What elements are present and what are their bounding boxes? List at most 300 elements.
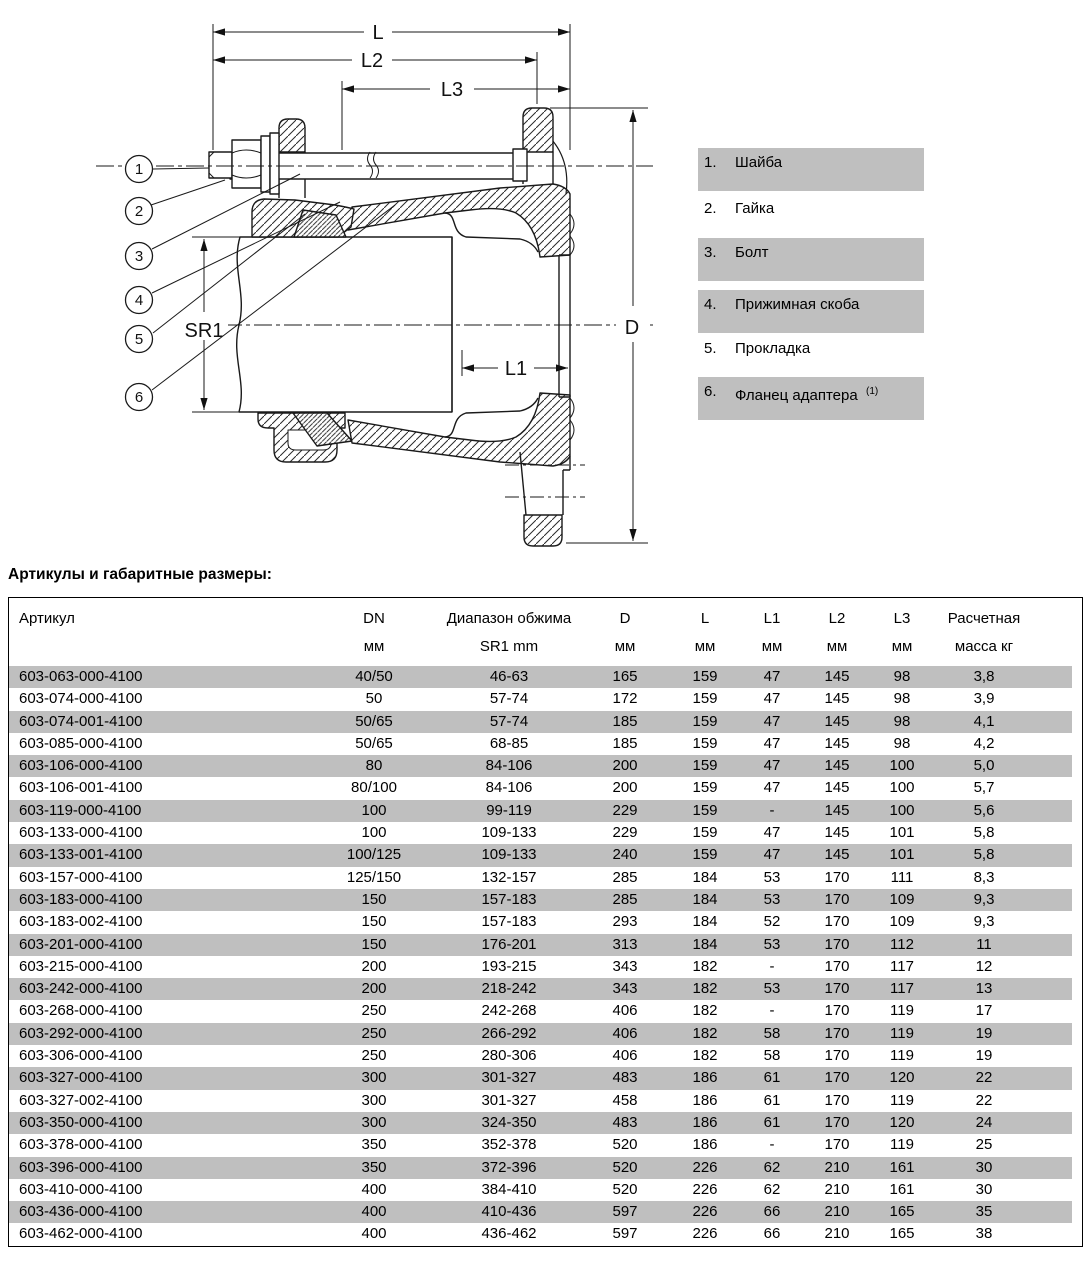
table-row (9, 1112, 1072, 1134)
table-cell: 300 (361, 1091, 387, 1109)
table-cell: 120 (889, 1113, 915, 1131)
hex-nut (232, 140, 261, 188)
table-cell: 25 (975, 1136, 993, 1154)
table-cell: 3,8 (973, 668, 995, 685)
table-cell: мм (614, 638, 636, 655)
table-cell: 400 (361, 1203, 387, 1221)
legend-item-number: 2. (704, 200, 717, 217)
table-cell: 109 (889, 890, 915, 908)
table-cell: 603-378-000-4100 (19, 1136, 143, 1154)
table-row (9, 1023, 1072, 1045)
table-row (9, 800, 1072, 822)
table-cell: 210 (824, 1158, 850, 1176)
table-cell: 186 (692, 1091, 718, 1109)
table-cell: 603-074-001-4100 (19, 712, 143, 730)
table-cell: 145 (824, 734, 850, 752)
callouts (126, 156, 153, 411)
table-cell: 285 (612, 868, 638, 886)
legend-item-washer (698, 148, 924, 191)
table-cell: 80 (365, 757, 383, 775)
table-cell: 597 (612, 1225, 638, 1243)
table-cell: Артикул (19, 610, 75, 627)
table-cell: 301-327 (481, 1091, 537, 1109)
washer (261, 136, 270, 192)
table-cell: 406 (612, 1047, 638, 1065)
table-cell: мм (826, 638, 848, 655)
table-cell: 165 (889, 1225, 915, 1243)
table-cell: D (619, 610, 631, 627)
table-cell: 22 (975, 1069, 993, 1087)
table-cell: 170 (824, 1136, 850, 1154)
table-cell: 145 (824, 712, 850, 730)
callout-5: 5 (134, 331, 144, 348)
table-cell: 226 (692, 1225, 718, 1243)
bolt-end (209, 152, 232, 178)
dim-label-SR1: SR1 (184, 320, 224, 342)
table-cell: 9,3 (973, 890, 995, 908)
table-cell: 119 (890, 1136, 914, 1154)
legend-item-number: 5. (704, 340, 717, 357)
table-cell: 145 (824, 690, 850, 708)
table-cell: 57-74 (489, 690, 529, 708)
table-cell: 603-201-000-4100 (19, 935, 143, 953)
table-cell: 597 (612, 1203, 638, 1221)
table-row (9, 688, 1072, 710)
table-cell: 182 (692, 1002, 718, 1020)
table-cell: 84-106 (485, 779, 533, 797)
table-cell: 165 (889, 1203, 915, 1221)
table-cell: 210 (824, 1225, 850, 1243)
table-cell: 159 (692, 712, 718, 730)
table-cell: 57-74 (489, 712, 529, 730)
table-cell: 313 (612, 935, 638, 953)
table-cell: 62 (763, 1158, 781, 1176)
table-cell: 145 (824, 824, 850, 842)
table-cell: 172 (612, 690, 638, 708)
table-cell: 98 (893, 690, 911, 708)
table-cell: 100 (889, 801, 915, 819)
table-cell: 150 (361, 935, 387, 953)
table-cell: 193-215 (481, 957, 537, 975)
table-cell: 161 (889, 1180, 915, 1198)
legend-item-label: Гайка (735, 200, 775, 217)
table-cell: 603-119-000-4100 (19, 801, 142, 819)
table-row (9, 1090, 1072, 1112)
table-cell: 603-462-000-4100 (19, 1225, 143, 1243)
table-cell: SR1 mm (479, 638, 539, 655)
table-cell: 61 (763, 1069, 781, 1087)
flange-ear-bottom (524, 515, 562, 546)
cross-section-diagram (0, 0, 690, 570)
table-cell: 603-396-000-4100 (19, 1158, 143, 1176)
table-cell: 145 (824, 757, 850, 775)
table-cell: 61 (763, 1091, 781, 1109)
table-cell: 603-306-000-4100 (19, 1047, 143, 1065)
table-cell: 100/125 (346, 846, 402, 864)
dim-label-L: L (372, 22, 384, 44)
table-cell: 159 (692, 779, 718, 797)
table-cell: 40/50 (355, 668, 393, 685)
table-cell: 170 (824, 1069, 850, 1087)
table-cell: 99-119 (486, 801, 532, 819)
legend-item-label: Болт (735, 244, 769, 261)
table-row (9, 733, 1072, 755)
table-cell: 98 (893, 734, 911, 752)
table-cell: мм (761, 638, 783, 655)
table-cell: 52 (763, 913, 781, 931)
table-cell: 280-306 (481, 1047, 537, 1065)
table-cell: 150 (361, 890, 387, 908)
table-cell: 603-292-000-4100 (19, 1024, 143, 1042)
callout-3: 3 (134, 248, 144, 265)
table-cell: 229 (612, 824, 638, 842)
table-cell: 520 (612, 1180, 638, 1198)
callout-2: 2 (134, 203, 144, 220)
table-cell: 17 (975, 1002, 993, 1020)
flange-adapter-drawing (0, 0, 690, 570)
table-cell: 210 (824, 1180, 850, 1198)
table-cell: 157-183 (481, 913, 537, 931)
table-cell: 159 (692, 690, 718, 708)
table-cell: 47 (763, 690, 781, 708)
table-cell: 84-106 (485, 757, 533, 775)
table-cell: 458 (612, 1091, 638, 1109)
table-cell: 603-106-001-4100 (19, 779, 143, 797)
table-cell: 170 (824, 980, 850, 998)
table-cell: 109 (889, 913, 915, 931)
table-cell: 343 (612, 957, 638, 975)
table-cell: 170 (824, 868, 850, 886)
table-cell: 30 (975, 1158, 993, 1176)
table-cell: 112 (890, 935, 914, 953)
legend-item-number: 6. (704, 383, 717, 400)
table-cell: мм (363, 638, 385, 655)
table-cell: 101 (889, 846, 915, 864)
table-cell: 117 (890, 980, 914, 998)
table-cell: 100 (889, 757, 915, 775)
table-cell: 186 (692, 1136, 718, 1154)
table-cell: 159 (692, 801, 718, 819)
legend-footnote-marker: (1) (866, 386, 879, 397)
table-cell: 200 (361, 980, 387, 998)
table-cell: 117 (890, 957, 914, 975)
table-cell: 200 (612, 779, 638, 797)
table-cell: 159 (692, 734, 718, 752)
table-cell: 22 (975, 1091, 993, 1109)
table-cell: 603-085-000-4100 (19, 734, 143, 752)
table-cell: 603-350-000-4100 (19, 1113, 143, 1131)
table-row (9, 911, 1072, 933)
table-row (9, 1157, 1072, 1179)
table-cell: 170 (824, 935, 850, 953)
table-cell: 53 (763, 935, 781, 953)
table-cell: 603-268-000-4100 (19, 1002, 143, 1020)
table-cell: 186 (692, 1113, 718, 1131)
table-title: Артикулы и габаритные размеры: (8, 566, 272, 583)
table-cell: мм (891, 638, 913, 655)
table-cell: 9,3 (973, 913, 995, 931)
table-cell: 119 (890, 1002, 914, 1020)
table-row (9, 978, 1072, 1000)
table-cell: 132-157 (481, 868, 537, 886)
table-cell: 24 (975, 1113, 993, 1131)
table-cell: 35 (975, 1203, 993, 1221)
flange-ear-top (523, 108, 553, 152)
table-cell: DN (363, 610, 385, 627)
table-cell: 182 (692, 1047, 718, 1065)
table-cell: L3 (893, 610, 911, 627)
table-cell: 111 (890, 868, 914, 886)
table-cell: 350 (361, 1136, 387, 1154)
table-row (9, 1223, 1072, 1245)
table-cell: 101 (889, 824, 915, 842)
table-cell: 3,9 (973, 690, 995, 708)
table-cell: 300 (361, 1113, 387, 1131)
table-row (9, 666, 1072, 688)
table-cell: 170 (824, 1091, 850, 1109)
table-cell: 226 (692, 1180, 718, 1198)
table-cell: 384-410 (481, 1180, 537, 1198)
table-cell: 186 (692, 1069, 718, 1087)
table-cell: 13 (975, 980, 993, 998)
table-cell: 47 (763, 712, 781, 730)
table-row (9, 777, 1072, 799)
table-row (9, 867, 1072, 889)
table-cell (9, 638, 309, 657)
table-header (9, 598, 1082, 666)
table-cell: 436-462 (481, 1225, 537, 1243)
table-cell: 185 (612, 734, 638, 752)
table-cell: L2 (828, 610, 846, 627)
table-row (9, 1067, 1072, 1089)
table-cell: 200 (612, 757, 638, 775)
table-cell: 603-133-001-4100 (19, 846, 143, 864)
table-cell: 145 (824, 846, 850, 864)
table-cell: 229 (612, 801, 638, 819)
table-cell: 53 (763, 980, 781, 998)
table-cell: 109-133 (481, 824, 537, 842)
table-cell: 159 (692, 846, 718, 864)
legend-item-nut (698, 194, 924, 237)
table-cell: 50/65 (355, 734, 393, 752)
legend-item-number: 3. (704, 244, 717, 261)
table-cell: 50/65 (355, 712, 393, 730)
table-row (9, 934, 1072, 956)
table-cell: - (769, 1002, 775, 1020)
table-cell: 603-436-000-4100 (19, 1203, 143, 1221)
table-cell: 150 (361, 913, 387, 931)
table-cell: 520 (612, 1136, 638, 1154)
table-cell: 293 (612, 913, 638, 931)
table-cell: 5,6 (973, 801, 995, 819)
table-cell: масса кг (954, 638, 1014, 655)
callout-4: 4 (134, 292, 144, 309)
table-cell: 58 (763, 1024, 781, 1042)
table-cell: 300 (361, 1069, 387, 1087)
table-row (9, 1000, 1072, 1022)
callout-6: 6 (134, 389, 144, 406)
callout-1: 1 (134, 161, 144, 178)
table-cell: 58 (763, 1047, 781, 1065)
table-cell: 11 (976, 935, 992, 953)
table-cell: - (769, 801, 775, 819)
table-cell: 100 (361, 824, 387, 842)
table-cell: 100 (889, 779, 915, 797)
table-cell: 61 (763, 1113, 781, 1131)
table-cell: 100 (361, 801, 387, 819)
table-cell: - (769, 1136, 775, 1154)
table-cell: 38 (975, 1225, 993, 1243)
legend-item-label: Прижимная скоба (735, 296, 860, 313)
dim-label-L2: L2 (360, 50, 384, 72)
table-row (9, 822, 1072, 844)
table-cell: 170 (824, 1002, 850, 1020)
table-cell: 603-242-000-4100 (19, 980, 143, 998)
table-cell: 603-157-000-4100 (19, 868, 143, 886)
clamp-ear-cap (279, 119, 305, 152)
legend-item-gasket (698, 334, 924, 377)
table-cell: 218-242 (481, 980, 537, 998)
table-cell: 53 (763, 890, 781, 908)
table-cell: 210 (824, 1203, 850, 1221)
table-cell: 5,0 (973, 757, 995, 775)
table-row (9, 1045, 1072, 1067)
table-cell: 119 (890, 1024, 914, 1042)
table-cell: 226 (692, 1158, 718, 1176)
table-cell: 47 (763, 734, 781, 752)
flange-raised-face (559, 255, 570, 397)
table-cell: 184 (692, 935, 718, 953)
table-cell: 184 (692, 868, 718, 886)
table-cell: 47 (763, 757, 781, 775)
table-cell: 159 (692, 668, 718, 685)
table-cell: 68-85 (489, 734, 529, 752)
table-cell: 159 (692, 757, 718, 775)
table-cell: 66 (763, 1225, 781, 1243)
table-cell: 170 (824, 1113, 850, 1131)
table-cell: 603-327-002-4100 (19, 1091, 143, 1109)
table-cell: 19 (975, 1024, 993, 1042)
table-cell: L (700, 610, 710, 627)
table-cell: 119 (890, 1047, 914, 1065)
table-cell: 250 (361, 1047, 387, 1065)
bolt-right-washer (513, 149, 527, 181)
table-cell: 109-133 (481, 846, 537, 864)
table-cell: 182 (692, 980, 718, 998)
table-cell: 240 (612, 846, 638, 864)
table-cell: 603-183-002-4100 (19, 913, 143, 931)
table-cell: 4,1 (973, 712, 995, 730)
legend-item-number: 1. (704, 154, 717, 171)
table-row (9, 1179, 1072, 1201)
table-body (9, 666, 1082, 1246)
table-row (9, 1134, 1072, 1156)
table-cell: 47 (763, 846, 781, 864)
table-row (9, 1201, 1072, 1223)
legend-item-label: Прокладка (735, 340, 811, 357)
table-cell: 5,8 (973, 846, 995, 864)
table-cell: 157-183 (481, 890, 537, 908)
legend-item-bolt (698, 238, 924, 281)
table-cell: 4,2 (973, 734, 995, 752)
table-cell: Расчетная (947, 610, 1021, 627)
table-cell: 406 (612, 1002, 638, 1020)
table-cell: 242-268 (481, 1002, 537, 1020)
legend-item-clamp (698, 290, 924, 333)
table-cell: 30 (975, 1180, 993, 1198)
table-cell: 603-074-000-4100 (19, 690, 143, 708)
table-cell: 19 (975, 1047, 993, 1065)
table-cell: 47 (763, 779, 781, 797)
table-cell: 47 (763, 824, 781, 842)
table-cell: 50 (365, 690, 383, 708)
part-geometry (209, 108, 574, 546)
table-cell: 159 (692, 824, 718, 842)
table-cell: 184 (692, 890, 718, 908)
table-cell: 98 (893, 712, 911, 730)
table-cell: 182 (692, 957, 718, 975)
table-cell: 200 (361, 957, 387, 975)
table-cell: L1 (763, 610, 781, 627)
dim-label-L3: L3 (440, 79, 464, 101)
table-cell: 184 (692, 913, 718, 931)
table-cell: 483 (612, 1113, 638, 1131)
table-cell: 226 (692, 1203, 718, 1221)
table-cell: 170 (824, 913, 850, 931)
table-cell: 47 (763, 668, 781, 685)
table-cell: 250 (361, 1024, 387, 1042)
table-cell: 483 (612, 1069, 638, 1087)
table-cell: - (769, 957, 775, 975)
legend-item-label: Фланец адаптера $^{(1)}$ (735, 386, 879, 404)
table-cell: 520 (612, 1158, 638, 1176)
table-cell: 406 (612, 1024, 638, 1042)
table-row (9, 889, 1072, 911)
dim-label-D: D (624, 317, 640, 339)
table-cell: 410-436 (481, 1203, 537, 1221)
table-cell: 182 (692, 1024, 718, 1042)
table-cell: 98 (893, 668, 911, 685)
table-cell: 66 (763, 1203, 781, 1221)
table-row (9, 711, 1072, 733)
table-cell: 603-063-000-4100 (19, 668, 143, 685)
table-cell: 120 (889, 1069, 915, 1087)
table-cell: 603-106-000-4100 (19, 757, 143, 775)
table-cell: 5,8 (973, 824, 995, 842)
table-cell: 176-201 (481, 935, 537, 953)
dim-label-L1: L1 (504, 358, 528, 380)
table-cell: 400 (361, 1180, 387, 1198)
table-cell: 170 (824, 890, 850, 908)
table-cell: 603-133-000-4100 (19, 824, 143, 842)
table-cell: 185 (612, 712, 638, 730)
table-cell: 53 (763, 868, 781, 886)
legend-item-label: Шайба (735, 154, 783, 171)
table-cell: 165 (612, 668, 638, 685)
table-cell: 603-410-000-4100 (19, 1180, 143, 1198)
table-cell: 603-327-000-4100 (19, 1069, 143, 1087)
table-cell: 119 (890, 1091, 914, 1109)
table-cell: 343 (612, 980, 638, 998)
table-cell: 170 (824, 957, 850, 975)
dimensions-table (8, 597, 1083, 1247)
table-cell: 285 (612, 890, 638, 908)
table-cell: 170 (824, 1047, 850, 1065)
table-cell: 145 (824, 779, 850, 797)
table-row (9, 844, 1072, 866)
table-cell: 400 (361, 1225, 387, 1243)
table-cell: 603-215-000-4100 (19, 957, 143, 975)
